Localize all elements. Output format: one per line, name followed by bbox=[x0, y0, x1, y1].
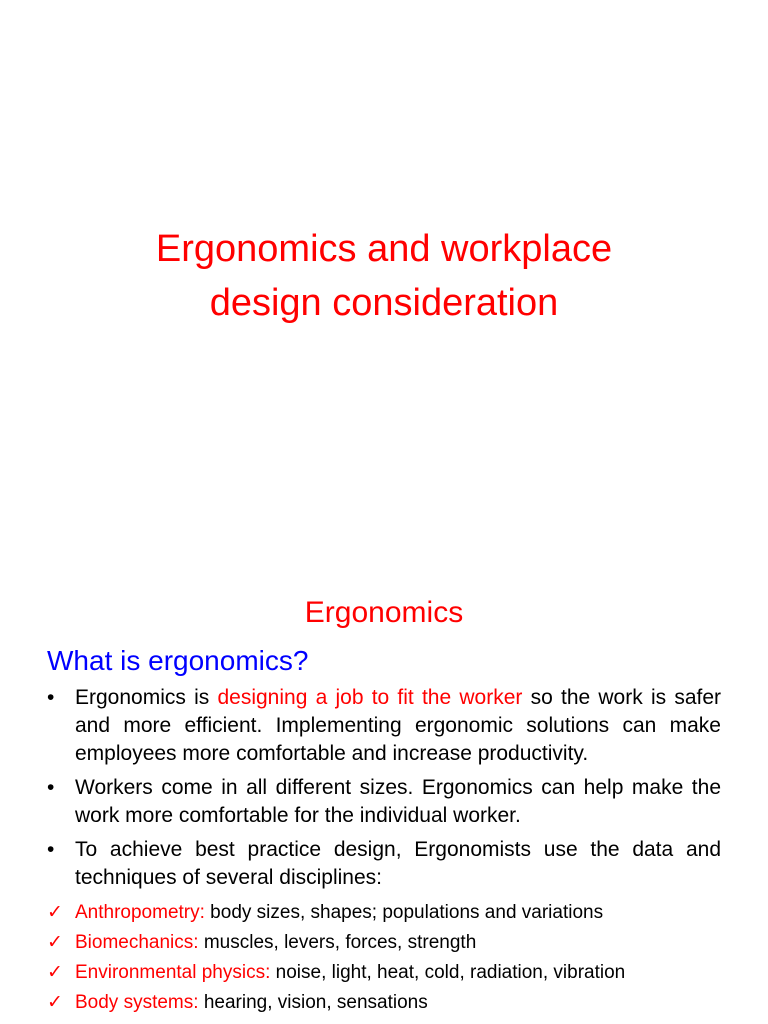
checkmark-icon: ✓ bbox=[47, 902, 63, 923]
discipline-desc: body sizes, shapes; populations and variations bbox=[204, 902, 604, 923]
discipline-term: Environmental physics: bbox=[75, 962, 271, 983]
bullet-icon: • bbox=[47, 838, 55, 861]
slide-title-ergonomics: Ergonomics bbox=[304, 596, 464, 629]
presentation-title bbox=[0, 222, 768, 330]
bullet-text: To achieve best practice design, Ergonomists use the data and techniques of several disciplines: bbox=[75, 838, 721, 889]
discipline-term: Biomechanics: bbox=[75, 932, 199, 953]
discipline-desc: hearing, vision, sensations bbox=[198, 992, 428, 1013]
bullet-item bbox=[47, 774, 721, 830]
discipline-term: Body systems: bbox=[75, 992, 199, 1013]
title-line-2: design consideration bbox=[209, 282, 559, 324]
discipline-item bbox=[47, 928, 721, 958]
slide-content bbox=[47, 684, 721, 1018]
checkmark-icon: ✓ bbox=[47, 992, 63, 1013]
slide-ergonomics bbox=[0, 576, 768, 1024]
bullet-item bbox=[47, 684, 721, 768]
bullet-item bbox=[47, 836, 721, 892]
subheading: What is ergonomics? bbox=[47, 645, 309, 676]
bullet-text: Workers come in all different sizes. Ergonomics can help make the work more comfortable for the individual worker. bbox=[75, 776, 721, 827]
discipline-desc: noise, light, heat, cold, radiation, vibration bbox=[270, 962, 626, 983]
title-line-1: Ergonomics and workplace bbox=[155, 228, 613, 270]
bullet-highlight: designing a job to fit the worker bbox=[217, 686, 523, 709]
discipline-item bbox=[47, 958, 721, 988]
discipline-item bbox=[47, 988, 721, 1018]
checkmark-icon: ✓ bbox=[47, 932, 63, 953]
discipline-term: Anthropometry: bbox=[75, 902, 205, 923]
bullet-text-suffix: so the work is safer and more efficient. Implementing ergonomic solutions can make employees more comfortable and increase productivity. bbox=[75, 686, 721, 765]
discipline-desc: muscles, levers, forces, strength bbox=[198, 932, 477, 953]
bullet-text-prefix: Ergonomics is bbox=[75, 686, 218, 709]
bullet-icon: • bbox=[47, 776, 55, 799]
bullet-icon: • bbox=[47, 686, 55, 709]
checkmark-icon: ✓ bbox=[47, 962, 63, 983]
discipline-item bbox=[47, 898, 721, 928]
